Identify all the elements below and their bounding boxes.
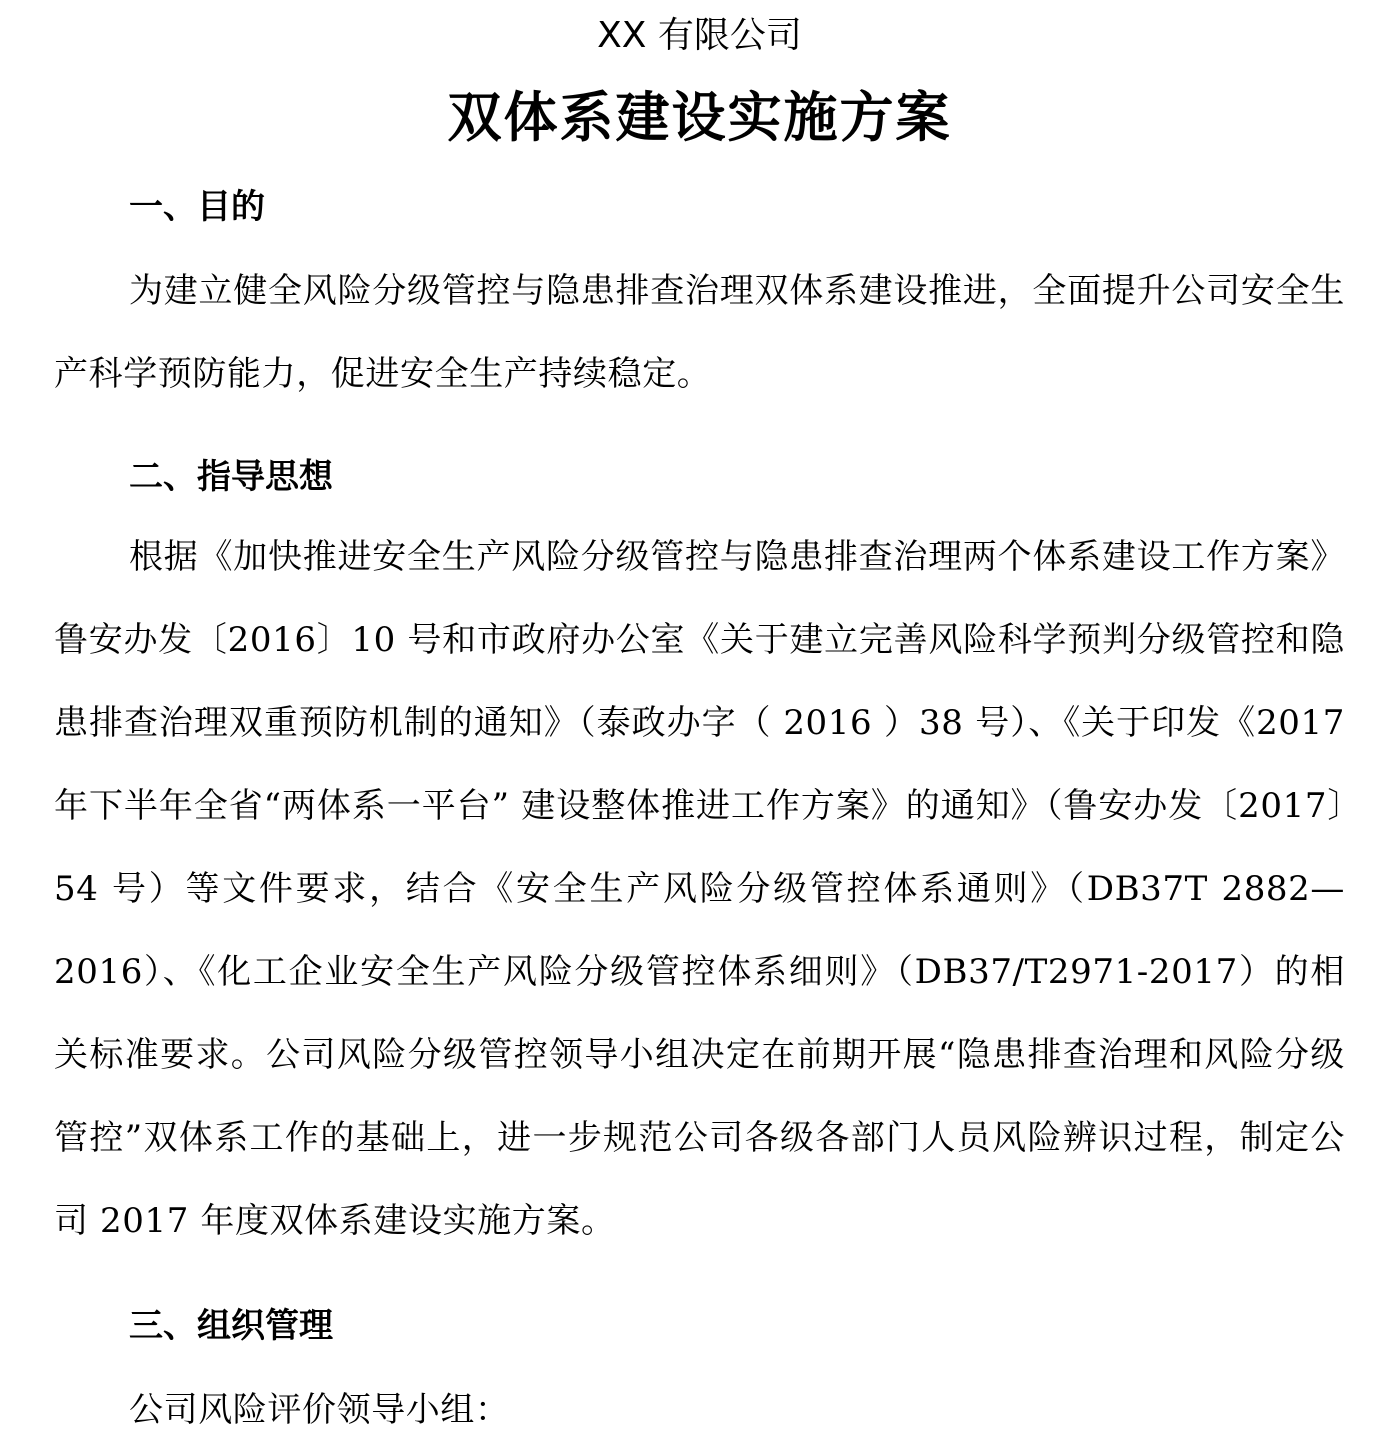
document-title: 双体系建设实施方案 <box>447 85 952 149</box>
section-body-organization: 公司风险评价领导小组： <box>129 1390 510 1430</box>
section-heading-purpose: 一、目的 <box>129 187 265 227</box>
section-body-guiding-ideology: 根据《加快推进安全生产风险分级管控与隐患排查治理两个体系建设工作方案》鲁安办发〔2016〕10 号和市政府办公室《关于建立完善风险科学预判分级管控和隐患排查治理双重预防机制的通知》（泰政办字（ 2016 ）38 号）、《关于印发《2017 年下半年全省“两体系一平台” 建设整体推进工作方案》的通知》（鲁安办发〔2017〕54 号）等文件要求，结合《安全生产风险分级管控体系通则》（DB37T 2882—2016）、《化工企业安全生产风险分级管控体系细则》（DB37/T2971-2017）的相关标准要求。公司风险分级管控领导小组决定在前期开展“隐患排查治理和风险分级管控”双体系工作的基础上，进一步规范公司各级各部门人员风险辨识过程，制定公司 2017 年度双体系建设实施方案。 <box>54 537 1345 1241</box>
section-heading-organization: 三、组织管理 <box>129 1306 333 1346</box>
company-name: XX 有限公司 <box>597 15 802 56</box>
section-heading-guiding-ideology: 二、指导思想 <box>129 457 333 497</box>
section-body-purpose: 为建立健全风险分级管控与隐患排查治理双体系建设推进，全面提升公司安全生产科学预防能力，促进安全生产持续稳定。 <box>54 271 1345 394</box>
